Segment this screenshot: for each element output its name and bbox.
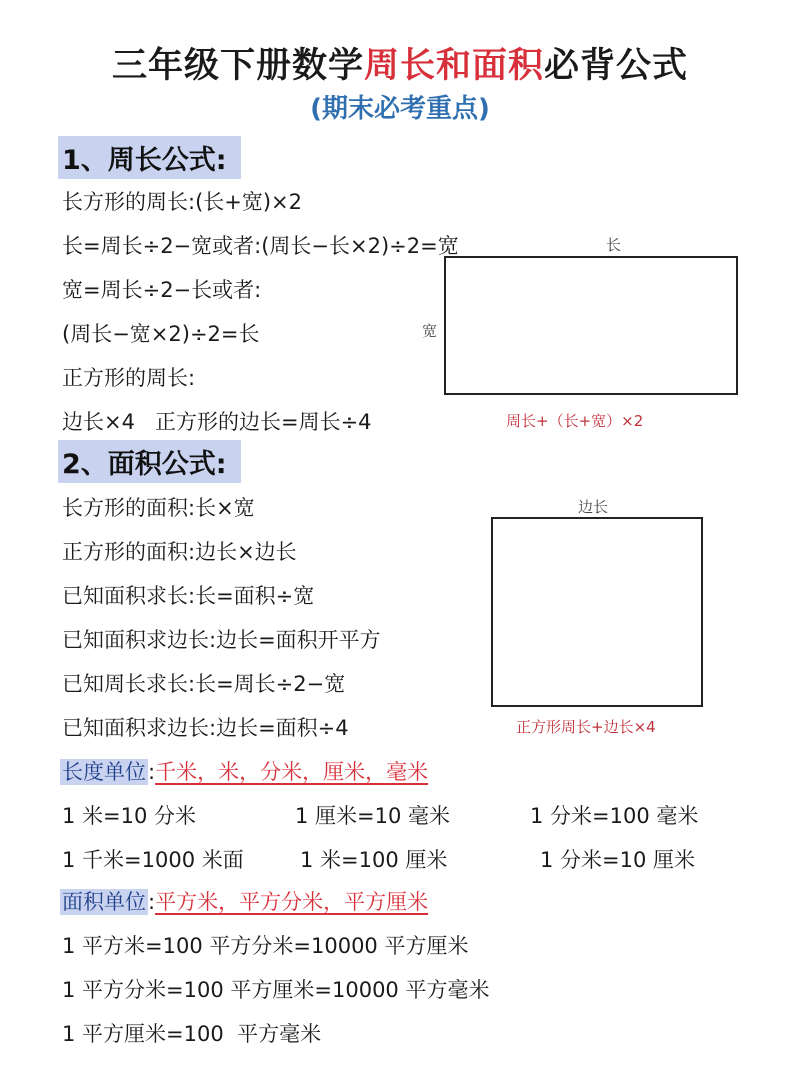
length-units-value: 千米，米，分米，厘米，毫米 bbox=[155, 760, 429, 784]
perimeter-line: 长=周长÷2−宽或者:(周长−长×2)÷2=宽 bbox=[62, 234, 459, 258]
area-line: 已知面积求边长:边长=面积÷4 bbox=[62, 716, 349, 740]
length-units-header bbox=[60, 756, 428, 786]
area-conversion: 1 平方厘米=100 平方毫米 bbox=[62, 1022, 322, 1046]
perimeter-line: 边长×4 正方形的边长=周长÷4 bbox=[62, 410, 372, 434]
area-conversion: 1 平方分米=100 平方厘米=10000 平方毫米 bbox=[62, 978, 490, 1002]
perimeter-line: 长方形的周长:(长+宽)×2 bbox=[62, 190, 303, 214]
length-conversion: 1 厘米=10 毫米 bbox=[295, 804, 451, 828]
rectangle-diagram bbox=[444, 256, 738, 395]
page-title bbox=[0, 38, 800, 88]
area-line: 已知面积求边长:边长=面积开平方 bbox=[62, 628, 381, 652]
length-conversion: 1 分米=10 厘米 bbox=[540, 848, 696, 872]
rect-caption: 周长+（长+宽）×2 bbox=[506, 412, 644, 430]
length-conversion: 1 千米=1000 米面 bbox=[62, 848, 244, 872]
area-conversion: 1 平方米=100 平方分米=10000 平方厘米 bbox=[62, 934, 469, 958]
area-units-label: 面积单位 bbox=[62, 890, 146, 914]
square-diagram bbox=[491, 517, 703, 707]
length-conversion: 1 米=10 分米 bbox=[62, 804, 197, 828]
perimeter-line: (周长−宽×2)÷2=长 bbox=[62, 322, 260, 346]
area-heading: 2、面积公式: bbox=[58, 440, 241, 483]
square-caption: 正方形周长+边长×4 bbox=[516, 718, 656, 736]
area-units-header bbox=[60, 886, 428, 916]
title-part1: 三年级下册数学 bbox=[111, 46, 364, 86]
length-units-label: 长度单位 bbox=[62, 760, 146, 784]
area-line: 已知周长求长:长=周长÷2−宽 bbox=[62, 672, 346, 696]
length-units-colon: : bbox=[148, 760, 156, 784]
rect-length-label: 长 bbox=[606, 236, 622, 254]
title-part3: 必背公式 bbox=[544, 46, 689, 86]
length-conversion: 1 分米=100 毫米 bbox=[530, 804, 699, 828]
rect-width-label: 宽 bbox=[422, 322, 438, 340]
title-highlight: 周长和面积 bbox=[363, 46, 544, 86]
square-side-label: 边长 bbox=[578, 498, 609, 516]
perimeter-heading: 1、周长公式: bbox=[58, 136, 241, 179]
length-conversion: 1 米=100 厘米 bbox=[300, 848, 448, 872]
area-line: 正方形的面积:边长×边长 bbox=[62, 540, 297, 564]
page-subtitle: (期末必考重点) bbox=[310, 94, 490, 124]
perimeter-line: 正方形的周长: bbox=[62, 366, 196, 390]
area-line: 长方形的面积:长×宽 bbox=[62, 496, 255, 520]
area-units-colon: : bbox=[148, 890, 156, 914]
area-line: 已知面积求长:长=面积÷宽 bbox=[62, 584, 315, 608]
area-units-value: 平方米，平方分米，平方厘米 bbox=[155, 890, 429, 914]
perimeter-line: 宽=周长÷2−长或者: bbox=[62, 278, 262, 302]
